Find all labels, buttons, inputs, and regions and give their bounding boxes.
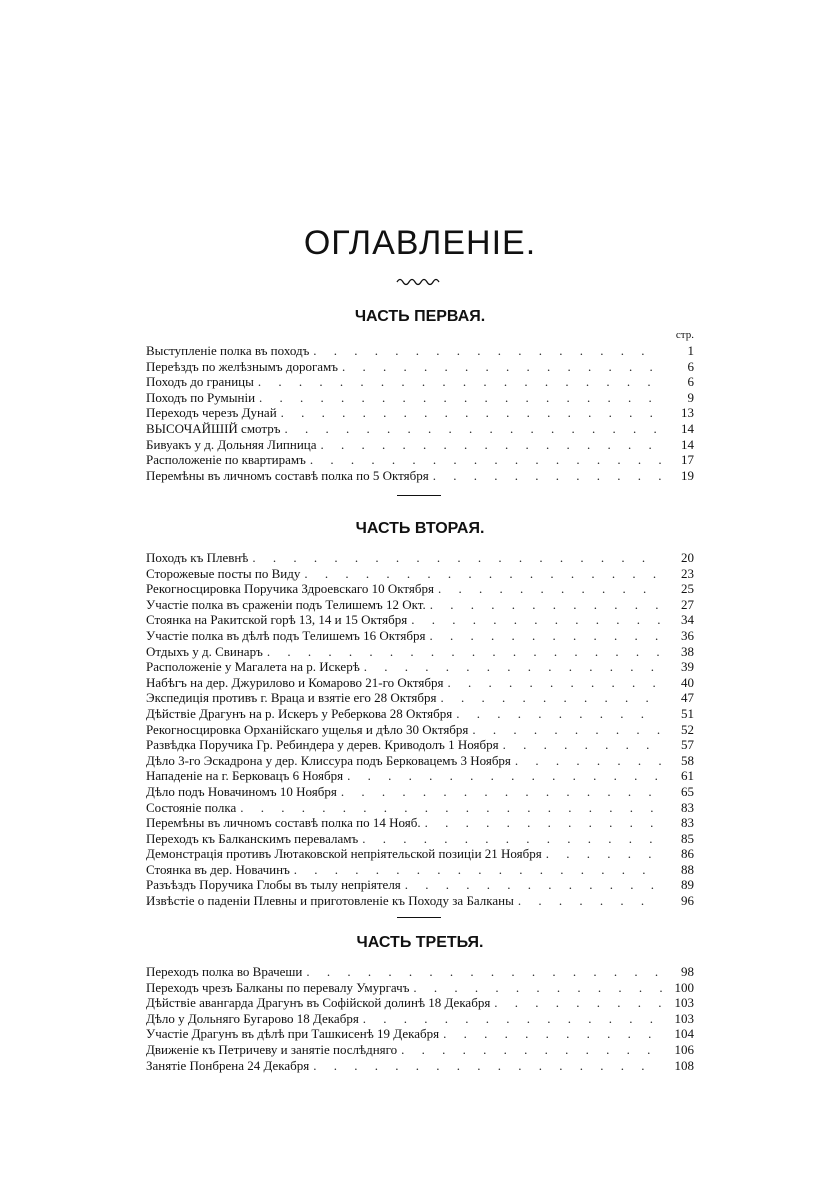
toc-entry-page: 19 <box>681 467 694 483</box>
toc-entry <box>146 343 694 359</box>
toc-entry-page: 104 <box>674 1026 694 1042</box>
toc-leader-dots <box>310 452 662 468</box>
toc-entry-title: Дѣйствіе авангарда Драгунъ въ Софійской долинѣ 18 Декабря <box>146 995 491 1011</box>
toc-entry <box>146 566 694 582</box>
toc-entry-page: 14 <box>681 436 694 452</box>
toc-entry-title: Отдыхъ у д. Свинаръ <box>146 643 263 659</box>
toc-entry <box>146 550 694 566</box>
toc-entry-title: Походъ по Румыніи <box>146 389 256 405</box>
toc-entry <box>146 877 694 893</box>
toc-entry-page: 88 <box>681 861 694 877</box>
toc-entry-title: Извѣстіе о паденіи Плевны и приготовленіе къ Походу за Балканы <box>146 893 514 909</box>
toc-leader-dots <box>447 675 662 691</box>
toc-entry <box>146 706 694 722</box>
toc-entry-title: Расположеніе у Магалета на р. Искерѣ <box>146 659 360 675</box>
toc-leader-dots <box>306 964 662 980</box>
toc-entry-page: 14 <box>681 420 694 436</box>
toc-entry-page: 36 <box>681 627 694 643</box>
toc-entry <box>146 964 694 980</box>
toc-leader-dots <box>313 343 662 359</box>
toc-entry-title: Рекогносцировка Поручика Здроевскаго 10 Октября <box>146 581 434 597</box>
toc-entry-page: 13 <box>681 405 694 421</box>
toc-entry-page: 20 <box>681 550 694 565</box>
toc-entry-page: 47 <box>681 690 694 706</box>
toc-entry <box>146 452 694 468</box>
toc-entry-title: ВЫСОЧАЙШІЙ смотръ <box>146 420 281 436</box>
toc-leader-dots <box>342 359 662 375</box>
toc-leader-dots <box>546 846 662 862</box>
toc-entry <box>146 768 694 784</box>
toc-leader-dots <box>363 1011 662 1027</box>
toc-entry-title: Набѣгъ на дер. Джурилово и Комарово 21-го Октября <box>146 674 444 690</box>
toc-leader-dots <box>258 374 662 390</box>
toc-entry-page: 89 <box>681 877 694 893</box>
toc-leader-dots <box>503 737 662 753</box>
part-2-entries <box>146 550 694 909</box>
toc-entry-title: Участіе полка въ сраженіи подъ Телишемъ 12 Окт. <box>146 596 426 612</box>
toc-leader-dots <box>401 1042 662 1058</box>
part-3-entries <box>146 964 694 1073</box>
toc-entry-page: 106 <box>674 1041 694 1057</box>
toc-entry-page: 103 <box>674 995 694 1011</box>
toc-leader-dots <box>515 753 662 769</box>
toc-entry-page: 38 <box>681 643 694 659</box>
part-2-heading: ЧАСТЬ ВТОРАЯ. <box>355 520 485 537</box>
toc-entry <box>146 815 694 831</box>
toc-entry-title: Рекогносцировка Орханійскаго ущелья и дѣло 30 Октября <box>146 721 469 737</box>
toc-entry <box>146 1011 694 1027</box>
toc-entry-page: 57 <box>681 737 694 753</box>
toc-entry-page: 83 <box>681 815 694 831</box>
part-1-entries <box>146 343 694 483</box>
toc-entry <box>146 421 694 437</box>
page-column-label: стр. <box>675 329 694 341</box>
toc-leader-dots <box>321 437 662 453</box>
toc-entry-page: 17 <box>681 452 694 468</box>
toc-entry-title: Состояніе полка <box>146 799 237 815</box>
toc-entry-title: Стоянка въ дер. Новачинъ <box>146 861 290 877</box>
divider <box>397 495 441 496</box>
toc-entry <box>146 800 694 816</box>
toc-leader-dots <box>430 597 662 613</box>
toc-entry-page: 51 <box>681 705 694 721</box>
part-1-heading: ЧАСТЬ ПЕРВАЯ. <box>354 308 486 325</box>
toc-entry <box>146 846 694 862</box>
toc-entry-title: Стоянка на Ракитской горѣ 13, 14 и 15 Октября <box>146 612 408 628</box>
toc-entry-page: 6 <box>687 374 694 390</box>
toc-entry-page: 85 <box>681 830 694 846</box>
toc-entry <box>146 644 694 660</box>
toc-entry-title: Участіе полка въ дѣлѣ подъ Телишемъ 16 Октября <box>146 627 426 643</box>
toc-entry <box>146 690 694 706</box>
divider <box>397 917 441 918</box>
toc-entry-title: Переходъ къ Балканскимъ переваламъ <box>146 830 359 846</box>
toc-entry <box>146 980 694 996</box>
toc-entry-title: Перемѣны въ личномъ составѣ полка по 14 Нояб. <box>146 815 421 831</box>
toc-leader-dots <box>284 421 662 437</box>
toc-entry <box>146 437 694 453</box>
toc-entry-page: 58 <box>681 752 694 768</box>
toc-entry-title: Движеніе къ Петричеву и занятіе послѣдняго <box>146 1041 398 1057</box>
toc-entry <box>146 628 694 644</box>
toc-entry-page: 39 <box>681 659 694 675</box>
toc-leader-dots <box>281 405 662 421</box>
toc-entry-page: 86 <box>681 846 694 862</box>
toc-entry-page: 108 <box>674 1057 694 1073</box>
toc-entry-page: 34 <box>681 612 694 628</box>
toc-entry <box>146 831 694 847</box>
toc-entry-title: Участіе Драгунъ въ дѣлѣ при Ташкисенѣ 19 Декабря <box>146 1026 440 1042</box>
toc-entry <box>146 862 694 878</box>
toc-entry-title: Переходъ чрезъ Балканы по перевалу Умургачъ <box>146 979 410 995</box>
toc-leader-dots <box>425 815 662 831</box>
toc-entry-title: Переѣздъ по желѣзнымъ дорогамъ <box>146 358 338 374</box>
toc-entry-page: 100 <box>674 979 694 995</box>
toc-entry-title: Нападеніе на г. Берковацъ 6 Ноября <box>146 768 344 784</box>
toc-leader-dots <box>252 550 662 566</box>
toc-leader-dots <box>313 1058 662 1074</box>
toc-entry-title: Переходъ полка во Врачеши <box>146 964 303 979</box>
toc-leader-dots <box>472 722 662 738</box>
toc-entry-title: Переходъ черезъ Дунай <box>146 405 277 421</box>
toc-entry <box>146 390 694 406</box>
toc-entry <box>146 1026 694 1042</box>
toc-entry-title: Бивуакъ у д. Дольняя Липница <box>146 436 317 452</box>
toc-leader-dots <box>411 612 662 628</box>
squiggle-ornament-icon <box>396 276 442 286</box>
toc-entry-title: Выступленіе полка въ походъ <box>146 343 310 358</box>
toc-entry <box>146 784 694 800</box>
toc-entry-title: Разъѣздъ Поручика Глобы въ тылу непріятеля <box>146 877 401 893</box>
toc-leader-dots <box>240 800 662 816</box>
toc-entry-page: 1 <box>687 343 694 358</box>
toc-entry-title: Дѣло 3-го Эскадрона у дер. Клиссура подъ Берковацемъ 3 Ноября <box>146 752 511 768</box>
toc-entry <box>146 581 694 597</box>
toc-leader-dots <box>440 690 662 706</box>
page-title: ОГЛАВЛЕНІЕ. <box>303 224 537 262</box>
toc-leader-dots <box>304 566 662 582</box>
toc-entry-page: 61 <box>681 768 694 784</box>
toc-entry-page: 6 <box>687 358 694 374</box>
toc-entry <box>146 893 694 909</box>
toc-entry <box>146 659 694 675</box>
toc-entry-page: 52 <box>681 721 694 737</box>
toc-leader-dots <box>413 980 662 996</box>
toc-entry <box>146 1058 694 1074</box>
part-3-heading: ЧАСТЬ ТРЕТЬЯ. <box>356 934 484 951</box>
toc-entry-page: 96 <box>681 893 694 909</box>
toc-entry-title: Расположеніе по квартирамъ <box>146 452 306 468</box>
toc-entry <box>146 359 694 375</box>
toc-entry <box>146 468 694 484</box>
toc-entry-title: Дѣло у Дольняго Бугарово 18 Декабря <box>146 1010 359 1026</box>
toc-entry-title: Перемѣны въ личномъ составѣ полка по 5 Октября <box>146 467 429 483</box>
toc-entry-title: Походъ до границы <box>146 374 254 390</box>
toc-entry-title: Походъ къ Плевнѣ <box>146 550 249 565</box>
toc-leader-dots <box>259 390 662 406</box>
toc-leader-dots <box>294 862 662 878</box>
toc-entry-page: 83 <box>681 799 694 815</box>
toc-leader-dots <box>518 893 662 909</box>
toc-entry-title: Занятіе Понбрена 24 Декабря <box>146 1057 310 1073</box>
toc-leader-dots <box>438 581 662 597</box>
toc-entry-title: Дѣйствіе Драгунъ на р. Искеръ у Реберкова 28 Октября <box>146 705 453 721</box>
toc-leader-dots <box>433 468 662 484</box>
toc-entry <box>146 995 694 1011</box>
toc-leader-dots <box>456 706 662 722</box>
toc-entry-page: 98 <box>681 964 694 979</box>
toc-entry <box>146 405 694 421</box>
toc-entry-title: Развѣдка Поручика Гр. Ребиндера у дерев. Криводолъ 1 Ноября <box>146 737 499 753</box>
toc-leader-dots <box>341 784 662 800</box>
toc-entry <box>146 675 694 691</box>
toc-entry-title: Дѣло подъ Новачиномъ 10 Ноября <box>146 783 337 799</box>
toc-entry <box>146 737 694 753</box>
toc-entry-title: Экспедиція противъ г. Враца и взятіе его 28 Октября <box>146 690 437 706</box>
toc-entry-page: 65 <box>681 783 694 799</box>
toc-entry-page: 25 <box>681 581 694 597</box>
toc-entry-page: 40 <box>681 674 694 690</box>
toc-entry <box>146 597 694 613</box>
toc-entry-title: Демонстрація противъ Лютаковской непріятельской позиціи 21 Ноября <box>146 846 542 862</box>
toc-entry <box>146 722 694 738</box>
toc-leader-dots <box>405 877 662 893</box>
toc-entry <box>146 612 694 628</box>
toc-leader-dots <box>494 995 662 1011</box>
toc-entry <box>146 1042 694 1058</box>
toc-leader-dots <box>362 831 662 847</box>
toc-leader-dots <box>267 644 662 660</box>
toc-leader-dots <box>347 768 662 784</box>
toc-entry <box>146 374 694 390</box>
toc-entry-title: Сторожевые посты по Виду <box>146 565 301 581</box>
toc-entry-page: 27 <box>681 596 694 612</box>
toc-entry <box>146 753 694 769</box>
toc-leader-dots <box>443 1026 662 1042</box>
toc-entry-page: 9 <box>687 389 694 405</box>
toc-leader-dots <box>364 659 662 675</box>
toc-entry-page: 103 <box>674 1010 694 1026</box>
toc-entry-page: 23 <box>681 565 694 581</box>
toc-leader-dots <box>429 628 662 644</box>
